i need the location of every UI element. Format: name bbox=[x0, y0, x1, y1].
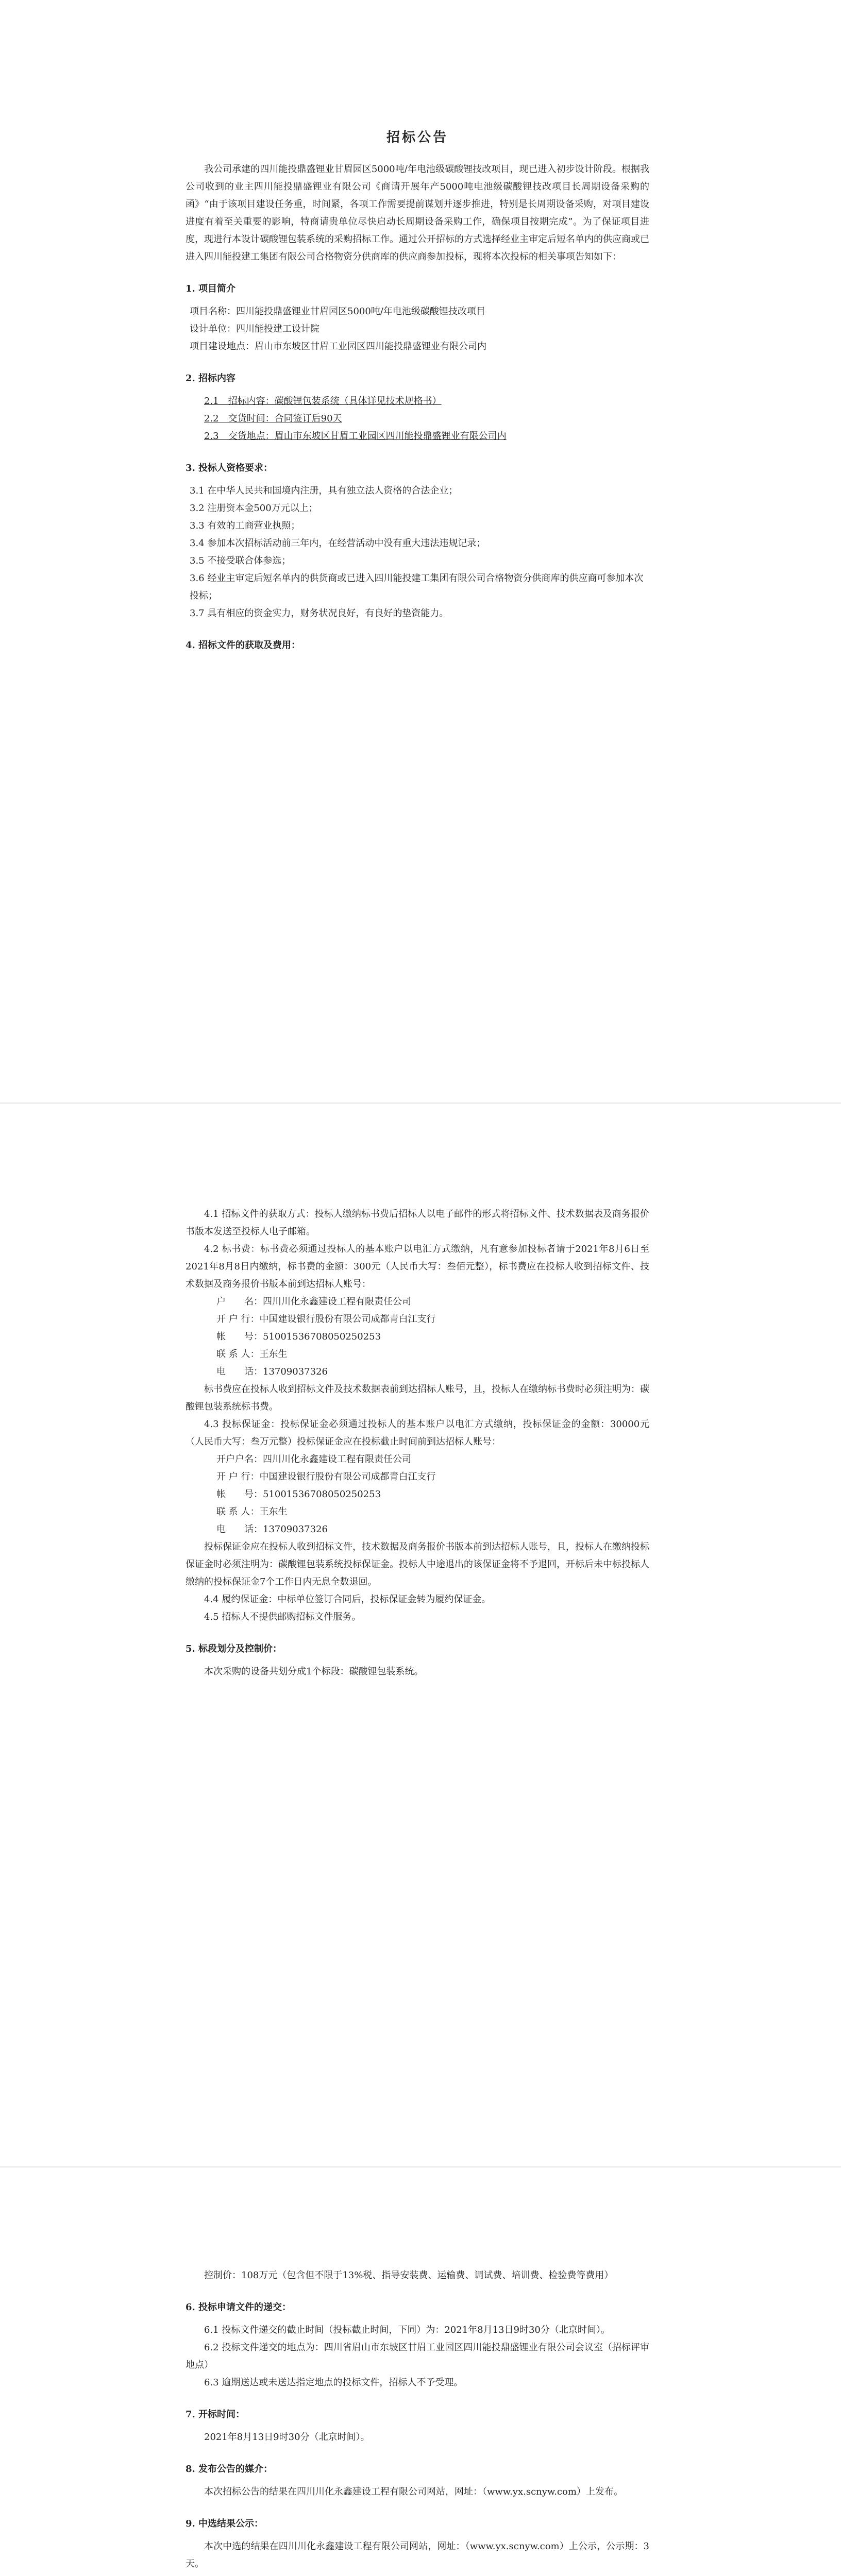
fee-4-2-note: 标书费应在投标人收到招标文件及技术数据表前到达招标人账号，且，投标人在缴纳标书费时必须注明为：碳酸锂包装系统标书费。 bbox=[186, 1384, 649, 1412]
lot-division: 本次采购的设备共划分成1个标段：碳酸锂包装系统。 bbox=[204, 1666, 424, 1677]
account-1-name: 户 名：四川川化永鑫建设工程有限责任公司 bbox=[216, 1296, 411, 1307]
section-2-heading: 2. 招标内容 bbox=[186, 373, 236, 384]
opening-time: 2021年8月13日9时30分（北京时间）。 bbox=[204, 2432, 370, 2443]
submission-6-3: 6.3 逾期送达或未送达指定地点的投标文件，招标人不予受理。 bbox=[204, 2377, 463, 2388]
document-title: 招标公告 bbox=[386, 130, 448, 145]
result-publicity: 本次中选的结果在四川川化永鑫建设工程有限公司网站，网址：（www.yx.scnyw.com）上公示，公示期：3天。 bbox=[186, 2541, 649, 2569]
fee-4-2: 4.2 标书费：标书费必须通过投标人的基本账户以电汇方式缴纳，凡有意参加投标者请于2021年8月6日至2021年8月8日内缴纳，标书费的金额：300元（人民币大写：叁佰元整），标书费应在投标人收到招标文件、技术数据及商务报价书版本前到达招标人账号： bbox=[186, 1244, 649, 1290]
section-4-heading: 4. 招标文件的获取及费用： bbox=[186, 640, 301, 651]
design-unit: 设计单位：四川能投建工设计院 bbox=[190, 324, 319, 334]
document-page-2 bbox=[0, 1128, 841, 2138]
qualification-3-4: 3.4 参加本次招标活动前三年内，在经营活动中没有重大违法违规记录； bbox=[190, 538, 486, 549]
section-6-heading: 6. 投标申请文件的递交： bbox=[186, 2302, 292, 2313]
account-2-bank: 开 户 行：中国建设银行股份有限公司成都青白江支行 bbox=[216, 1471, 436, 1482]
document-page-3 bbox=[0, 2195, 841, 2576]
control-price: 控制价：108万元（包含但不限于13%税、指导安装费、运输费、调试费、培训费、检验费等费用） bbox=[204, 2270, 614, 2281]
account-2-name: 开户户名：四川川化永鑫建设工程有限责任公司 bbox=[216, 1454, 411, 1465]
project-name: 项目名称：四川能投鼎盛锂业甘眉园区5000吨/年电池级碳酸锂技改项目 bbox=[190, 306, 485, 317]
delivery-time: 2.2 交货时间：合同签订后90天 bbox=[204, 413, 342, 424]
page-gap-divider-2 bbox=[0, 2166, 841, 2167]
qualification-3-3: 3.3 有效的工商营业执照； bbox=[190, 520, 300, 531]
no-explanation bbox=[186, 2573, 649, 2576]
qualification-3-7: 3.7 具有相应的资金实力，财务状况良好，有良好的垫资能力。 bbox=[190, 608, 449, 619]
section-1-heading: 1. 项目简介 bbox=[186, 283, 236, 294]
performance-bond-4-4: 4.4 履约保证金：中标单位签订合同后，投标保证金转为履约保证金。 bbox=[204, 1594, 491, 1605]
qualification-3-1: 3.1 在中华人民共和国境内注册，具有独立法人资格的合法企业； bbox=[190, 485, 458, 496]
fee-4-1: 4.1 招标文件的获取方式：投标人缴纳标书费后招标人以电子邮件的形式将招标文件、技术数据表及商务报价书版本发送至投标人电子邮箱。 bbox=[186, 1209, 649, 1237]
project-site: 项目建设地点：眉山市东坡区甘眉工业园区四川能投鼎盛锂业有限公司内 bbox=[190, 341, 486, 352]
section-9-heading: 9. 中选结果公示： bbox=[186, 2518, 264, 2529]
qualification-3-5: 3.5 不接受联合体参选； bbox=[190, 555, 291, 566]
page-2-content bbox=[186, 1206, 649, 1681]
account-2-phone: 电 话：13709037326 bbox=[216, 1524, 328, 1535]
document-page-1 bbox=[0, 0, 841, 1082]
section-7-heading: 7. 开标时间： bbox=[186, 2409, 245, 2420]
submission-6-2: 6.2 投标文件递交的地点为：四川省眉山市东坡区甘眉工业园区四川能投鼎盛锂业有限公司会议室（招标评审地点） bbox=[186, 2342, 649, 2370]
delivery-place: 2.3 交货地点：眉山市东坡区甘眉工业园区四川能投鼎盛锂业有限公司内 bbox=[204, 431, 507, 442]
no-mail-service-4-5: 4.5 招标人不提供邮购招标文件服务。 bbox=[204, 1612, 361, 1622]
account-1-bank: 开 户 行：中国建设银行股份有限公司成都青白江支行 bbox=[216, 1314, 436, 1325]
deposit-4-3: 4.3 投标保证金：投标保证金必须通过投标人的基本账户以电汇方式缴纳，投标保证金的金额：30000元（人民币大写：叁万元整）投标保证金应在投标截止时间前到达招标人账号： bbox=[186, 1419, 649, 1447]
account-1-contact: 联 系 人：王东生 bbox=[216, 1349, 288, 1360]
intro-paragraph: 我公司承建的四川能投鼎盛锂业甘眉园区5000吨/年电池级碳酸锂技改项目，现已进入初步设计阶段。根据我公司收到的业主四川能投鼎盛锂业有限公司《商请开展年产5000吨电池级碳酸锂技改项目长周期设备采购的函》“由于该项目建设任务重，时间紧，各项工作需要提前谋划并逐步推进，特别是长周期设备采购，对项目建设进度有着至关重要的影响，特商请贵单位尽快启动长周期设备采购工作，确保项目按期完成”。为了保证项目进度，现进行本设计碳酸锂包装系统的采购招标工作。通过公开招标的方式选择经业主审定后短名单内的供应商或已进入四川能投建工集团有限公司合格物资分供商库的供应商参加投标，现将本次投标的相关事项告知如下： bbox=[186, 164, 649, 262]
page-3-content bbox=[186, 2267, 649, 2576]
page-1-content bbox=[186, 129, 649, 659]
section-3-heading: 3. 投标人资格要求： bbox=[186, 463, 273, 473]
deposit-4-3-note: 投标保证金应在投标人收到招标文件，技术数据及商务报价书版本前到达招标人账号，且，投标人在缴纳投标保证金时必须注明为：碳酸锂包装系统投标保证金。投标人中途退出的该保证金将不予退回，开标后未中标投标人缴纳的投标保证金7个工作日内无息全数退回。 bbox=[186, 1541, 649, 1587]
account-1-phone: 电 话：13709037326 bbox=[216, 1366, 328, 1377]
qualification-3-6: 3.6 经业主审定后短名单内的供货商或已进入四川能投建工集团有限公司合格物资分供商库的供应商可参加本次投标； bbox=[190, 573, 644, 601]
account-2-number: 帐 号：51001536708050250253 bbox=[216, 1489, 381, 1500]
section-8-heading: 8. 发布公告的媒介： bbox=[186, 2464, 273, 2475]
page-gap-divider bbox=[0, 1103, 841, 1104]
account-1-number: 帐 号：51001536708050250253 bbox=[216, 1331, 381, 1342]
tender-content: 2.1 招标内容：碳酸锂包装系统（具体详见技术规格书） bbox=[204, 396, 442, 406]
publish-media: 本次招标公告的结果在四川川化永鑫建设工程有限公司网站，网址：（www.yx.scnyw.com）上发布。 bbox=[204, 2486, 623, 2497]
submission-6-1: 6.1 投标文件递交的截止时间（投标截止时间，下同）为：2021年8月13日9时30分（北京时间）。 bbox=[204, 2325, 610, 2335]
account-2-contact: 联 系 人：王东生 bbox=[216, 1506, 288, 1517]
section-5-heading: 5. 标段划分及控制价： bbox=[186, 1643, 282, 1654]
qualification-3-2: 3.2 注册资本金500万元以上； bbox=[190, 503, 318, 514]
